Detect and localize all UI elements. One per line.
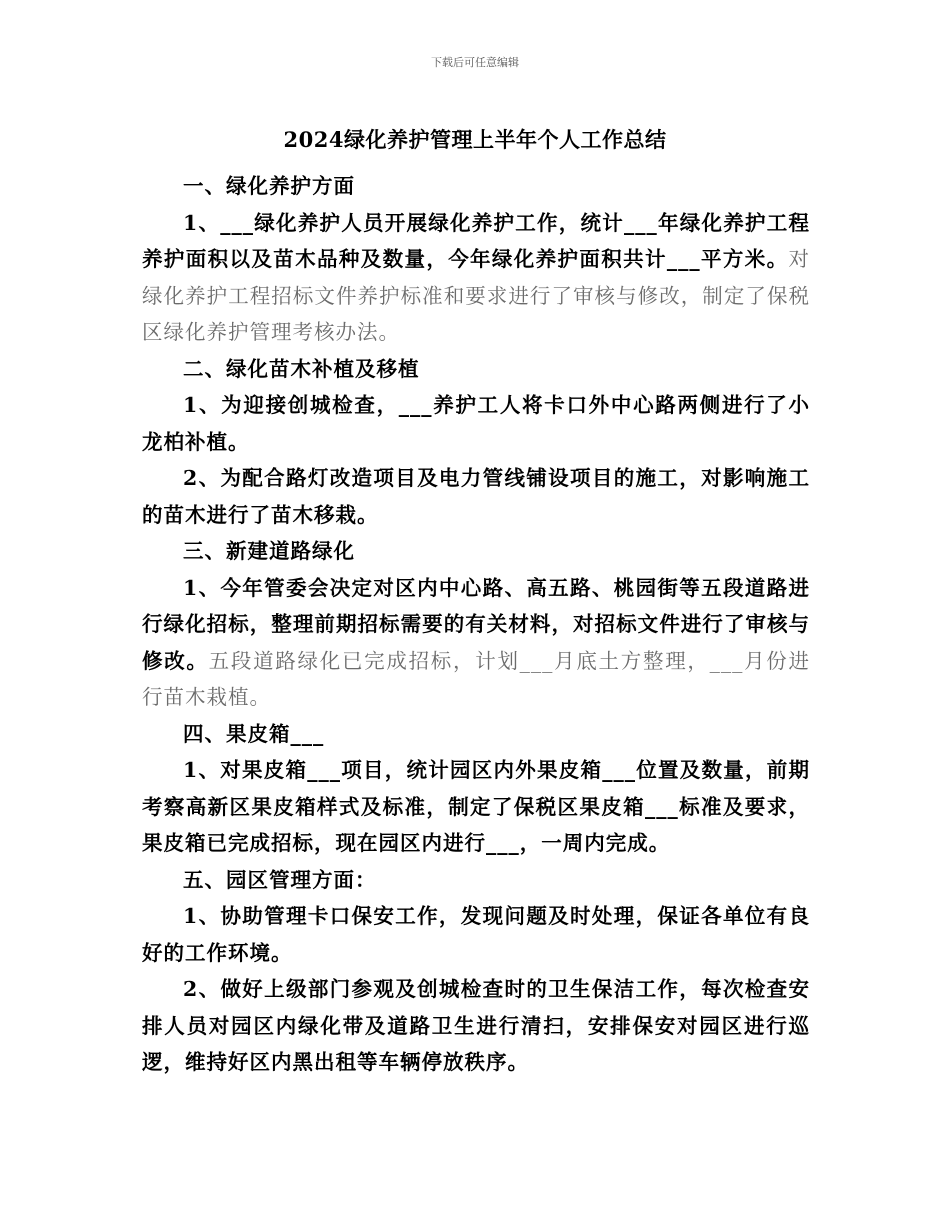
- section-heading-3: [142, 533, 810, 570]
- section-heading-5: [142, 862, 810, 899]
- heading-text: 四、果皮箱___: [183, 721, 325, 746]
- paragraph-6: [142, 898, 810, 971]
- paragraph-5: [142, 752, 810, 862]
- paragraph-1: [142, 205, 810, 351]
- section-heading-2: [142, 351, 810, 388]
- paragraph-3: [142, 460, 810, 533]
- heading-text: 三、新建道路绿化: [183, 539, 355, 563]
- paragraph-text: 2、为配合路灯改造项目及电力管线铺设项目的施工，对影响施工的苗木进行了苗木移栽。: [142, 466, 810, 527]
- paragraph-text: 1、今年管委会决定对区内中心路、高五路、桃园街等五段道路进行绿化招标，整理前期招标需要的有关材料，对招标文件进行了审核与修改。: [142, 575, 810, 673]
- paragraph-text: 1、协助管理卡口保安工作，发现问题及时处理，保证各单位有良好的工作环境。: [142, 904, 810, 965]
- paragraph-text: 2、做好上级部门参观及创城检查时的卫生保洁工作，每次检查安排人员对园区内绿化带及道路卫生进行清扫，安排保安对园区进行巡逻，维持好区内黑出租等车辆停放秩序。: [142, 977, 810, 1074]
- section-heading-4: [142, 716, 810, 753]
- paragraph-2: [142, 387, 810, 460]
- document-body: [142, 168, 810, 1081]
- document-title: 2024绿化养护管理上半年个人工作总结: [283, 127, 667, 152]
- heading-text: 五、园区管理方面：: [183, 867, 377, 892]
- paragraph-text-light: 五段道路绿化已完成招标，计划___月底土方整理，___月份进行苗木栽植。: [142, 648, 811, 709]
- paragraph-4: [142, 570, 810, 716]
- paragraph-text: 1、___绿化养护人员开展绿化养护工作，统计___年绿化养护工程养护面积以及苗木品种及数量，今年绿化养护面积共计___平方米。: [142, 210, 810, 271]
- paragraph-text-light: 对绿化养护工程招标文件养护标准和要求进行了审核与修改，制定了保税区绿化养护管理考核办法。: [142, 247, 810, 344]
- paragraph-7: [142, 971, 810, 1081]
- paragraph-text: 1、为迎接创城检查，___养护工人将卡口外中心路两侧进行了小龙柏补植。: [142, 393, 810, 454]
- heading-text: 二、绿化苗木补植及移植: [183, 356, 420, 381]
- header-note: 下载后可任意编辑: [431, 56, 519, 69]
- section-heading-1: [142, 168, 810, 205]
- paragraph-text: 1、对果皮箱___项目，统计园区内外果皮箱___位置及数量，前期考察高新区果皮箱样式及标准，制定了保税区果皮箱___标准及要求，果皮箱已完成招标，现在园区内进行___，一周内完成。: [142, 758, 810, 855]
- heading-text: 一、绿化养护方面: [183, 174, 355, 198]
